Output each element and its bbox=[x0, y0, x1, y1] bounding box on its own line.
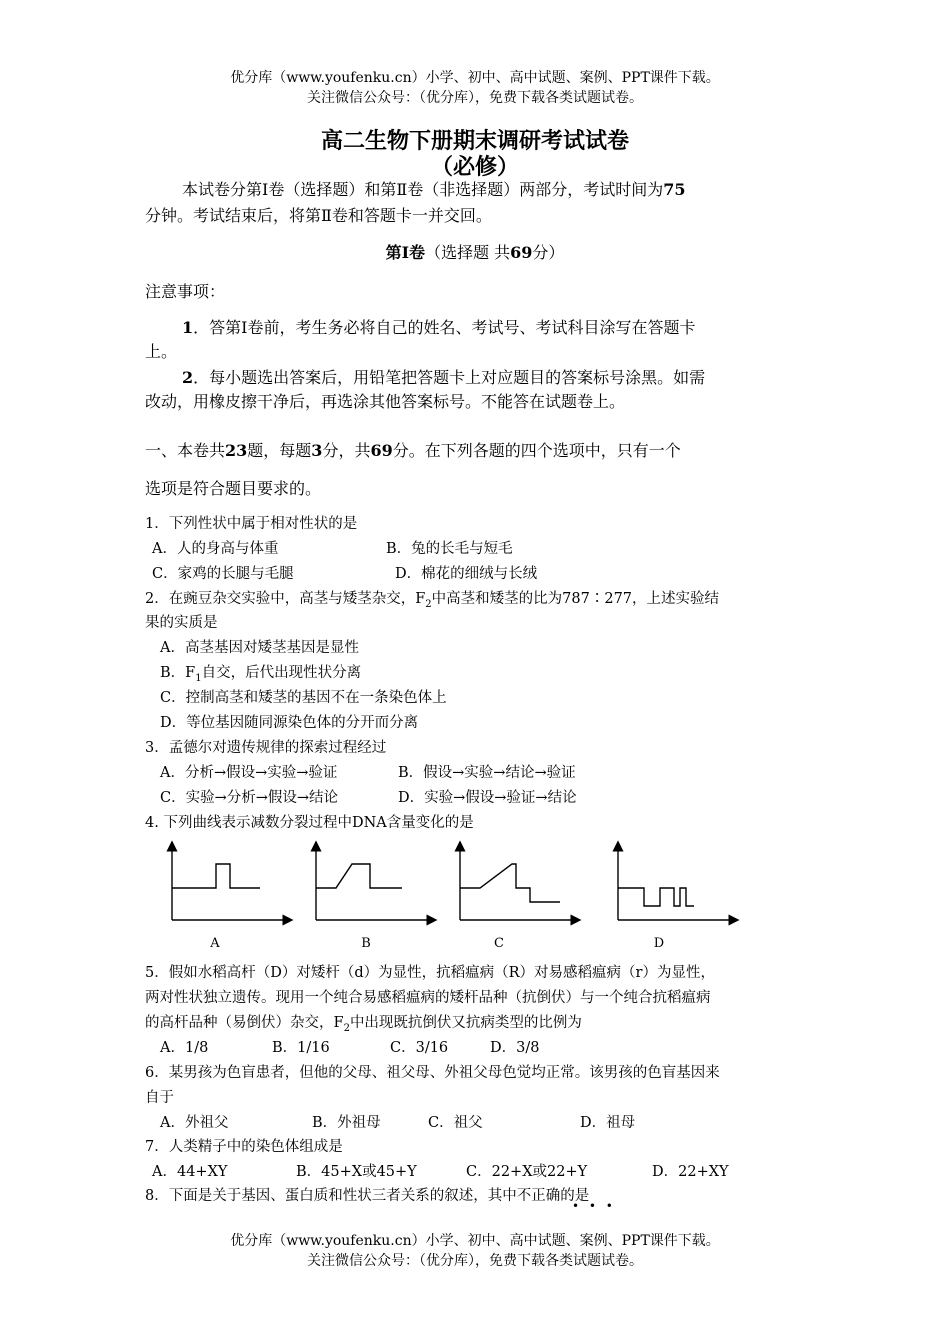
q2-option-b bbox=[160, 661, 361, 684]
q2-stem-sub: 2 bbox=[425, 598, 432, 610]
q8-stem-c: 的是 bbox=[560, 1188, 590, 1204]
section-heading bbox=[0, 240, 950, 263]
q7-option-a: A．44+XY bbox=[152, 1164, 228, 1180]
q1-option-b: B．兔的长毛与短毛 bbox=[386, 541, 513, 557]
q3-stem: 3．孟德尔对遗传规律的探索过程经过 bbox=[145, 740, 387, 756]
notice-item-1-num: 1 bbox=[182, 318, 194, 337]
part1-each: 3 bbox=[311, 441, 323, 460]
part1-a: 一、本卷共 bbox=[145, 441, 226, 460]
notice-item-1 bbox=[182, 315, 695, 338]
intro-line-2: 分钟。考试结束后，将第Ⅱ卷和答题卡一并交回。 bbox=[145, 206, 492, 225]
page-subtitle: （必修） bbox=[430, 154, 519, 180]
graph-b bbox=[316, 846, 432, 920]
q6-option-b: B．外祖母 bbox=[312, 1115, 381, 1131]
notice-item-1-cont: 上。 bbox=[145, 342, 178, 361]
notice-item-2-num: 2 bbox=[182, 368, 194, 387]
graph-label-b: B bbox=[361, 936, 371, 951]
q8-emphasis-dots: • • • bbox=[572, 1199, 616, 1213]
section-part: 第Ⅰ卷 bbox=[385, 243, 426, 262]
q6-option-c: C．祖父 bbox=[428, 1115, 483, 1131]
q5-option-a: A．1/8 bbox=[160, 1040, 209, 1056]
notice-item-1-text: ．答第Ⅰ卷前，考生务必将自己的姓名、考试号、考试科目涂写在答题卡 bbox=[193, 318, 696, 337]
q6-line-1: 6．某男孩为色盲患者，但他的父母、祖父母、外祖父母色觉均正常。该男孩的色盲基因来 bbox=[145, 1065, 720, 1081]
part1-line-2: 选项是符合题目要求的。 bbox=[145, 479, 322, 498]
q2-option-b-a: B．F bbox=[160, 665, 196, 681]
q6-option-d: D．祖母 bbox=[580, 1115, 636, 1131]
graph-label-a: A bbox=[210, 936, 220, 951]
graph-c bbox=[460, 846, 576, 920]
q2-option-a: A．高茎基因对矮茎基因是显性 bbox=[160, 640, 359, 656]
header-line-2: 关注微信公众号：（优分库），免费下载各类试题试卷。 bbox=[307, 90, 643, 106]
q5-line-3-a: 的高杆品种（易倒伏）杂交，F bbox=[145, 1015, 344, 1031]
notice-item-2-cont: 改动，用橡皮擦干净后，再选涂其他答案标号。不能答在试题卷上。 bbox=[145, 392, 626, 411]
section-points: 69 bbox=[510, 243, 533, 262]
q8-stem-a: 8．下面是关于基因、蛋白质和性状三者关系的叙述，其中 bbox=[145, 1188, 517, 1204]
q4-stem: 4. 下列曲线表示减数分裂过程中DNA含量变化的是 bbox=[145, 815, 474, 831]
q6-line-2: 自于 bbox=[145, 1090, 174, 1106]
header-line-1: 优分库（www.youfenku.cn）小学、初中、高中试题、案例、PPT课件下载。 bbox=[230, 70, 720, 86]
q2-option-d: D．等位基因随同源染色体的分开而分离 bbox=[160, 715, 419, 731]
graph-label-c: C bbox=[494, 936, 504, 951]
graph-d bbox=[618, 846, 734, 920]
notice-item-2-text: ．每小题选出答案后，用铅笔把答题卡上对应题目的答案标号涂黑。如需 bbox=[193, 368, 706, 387]
q7-option-d: D．22+XY bbox=[652, 1164, 729, 1180]
section-unit: 分） bbox=[532, 243, 565, 262]
q3-option-a: A．分析→假设→实验→验证 bbox=[160, 765, 338, 781]
q2-option-b-b: 自交，后代出现性状分离 bbox=[201, 665, 362, 681]
q5-option-c: C．3/16 bbox=[390, 1040, 449, 1056]
part1-line-1 bbox=[145, 438, 681, 461]
q7-option-b: B．45+X或45+Y bbox=[296, 1164, 417, 1180]
notice-heading: 注意事项： bbox=[145, 282, 226, 301]
q1-stem: 1．下列性状中属于相对性状的是 bbox=[145, 516, 358, 532]
q5-line-2: 两对性状独立遗传。现用一个纯合易感稻瘟病的矮杆品种（抗倒伏）与一个纯合抗稻瘟病 bbox=[145, 990, 711, 1006]
q3-option-c: C．实验→分析→假设→结论 bbox=[160, 790, 339, 806]
q8-stem-emphasis: 不正确 bbox=[516, 1188, 561, 1204]
section-type: （选择题 共 bbox=[425, 243, 511, 262]
footer-line-1: 优分库（www.youfenku.cn）小学、初中、高中试题、案例、PPT课件下载。 bbox=[230, 1233, 720, 1249]
part1-total: 69 bbox=[370, 441, 393, 460]
q5-line-3 bbox=[145, 1011, 582, 1034]
q2-stem-a: 2．在豌豆杂交实验中，高茎与矮茎杂交，F bbox=[145, 591, 426, 607]
q2-option-b-sub: 1 bbox=[195, 672, 202, 684]
q1-option-d: D．棉花的细绒与长绒 bbox=[395, 566, 538, 582]
q1-option-a: A．人的身高与体重 bbox=[152, 541, 279, 557]
q5-line-3-sub: 2 bbox=[343, 1022, 350, 1034]
intro-line-1 bbox=[182, 177, 685, 200]
q5-option-b: B．1/16 bbox=[272, 1040, 330, 1056]
q7-option-c: C．22+X或22+Y bbox=[466, 1164, 588, 1180]
notice-item-2 bbox=[182, 365, 705, 388]
graph-a bbox=[172, 846, 288, 920]
q2-stem-b: 中高茎和矮茎的比为787∶277，上述实验结 bbox=[431, 591, 720, 607]
q2-stem-line-1 bbox=[145, 587, 719, 610]
intro-duration: 75 bbox=[663, 180, 686, 199]
intro-text: 本试卷分第Ⅰ卷（选择题）和第Ⅱ卷（非选择题）两部分，考试时间为 bbox=[182, 180, 664, 199]
page-title: 高二生物下册期末调研考试试卷 bbox=[320, 128, 629, 154]
q2-option-c: C．控制高茎和矮茎的基因不在一条染色体上 bbox=[160, 690, 447, 706]
q5-line-1: 5．假如水稻高杆（D）对矮杆（d）为显性，抗稻瘟病（R）对易感稻瘟病（r）为显性， bbox=[145, 965, 715, 981]
q6-option-a: A．外祖父 bbox=[160, 1115, 229, 1131]
q3-option-d: D．实验→假设→验证→结论 bbox=[398, 790, 577, 806]
q1-option-c: C．家鸡的长腿与毛腿 bbox=[152, 566, 294, 582]
graph-label-d: D bbox=[653, 936, 665, 951]
part1-g: 分。在下列各题的四个选项中，只有一个 bbox=[392, 441, 681, 460]
part1-e: 分，共 bbox=[322, 441, 371, 460]
footer-line-2: 关注微信公众号：（优分库），免费下载各类试题试卷。 bbox=[307, 1253, 643, 1269]
q4-graphs bbox=[150, 838, 750, 938]
part1-count: 23 bbox=[225, 441, 248, 460]
q3-option-b: B．假设→实验→结论→验证 bbox=[398, 765, 576, 781]
q8-stem bbox=[145, 1184, 589, 1205]
part1-c: 题，每题 bbox=[247, 441, 312, 460]
q2-stem-line-2: 果的实质是 bbox=[145, 615, 218, 631]
q5-line-3-b: 中出现既抗倒伏又抗病类型的比例为 bbox=[349, 1015, 582, 1031]
q5-option-d: D．3/8 bbox=[490, 1040, 540, 1056]
q7-stem: 7．人类精子中的染色体组成是 bbox=[145, 1139, 343, 1155]
